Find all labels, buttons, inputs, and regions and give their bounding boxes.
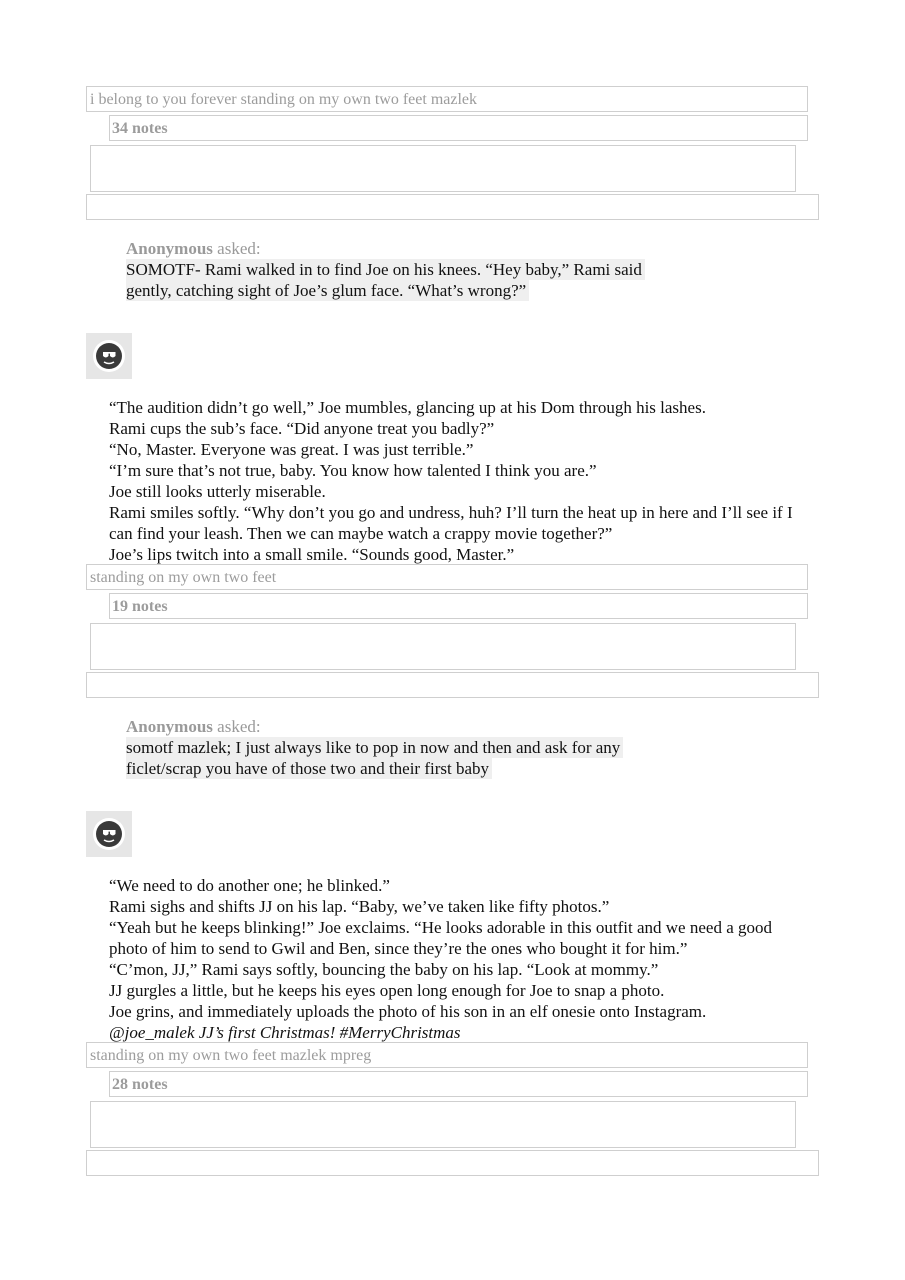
answer-text [109,875,799,1043]
ask-line: SOMOTF- Rami walked in to find Joe on his knees. “Hey baby,” Rami said [126,259,645,280]
ask-line: ficlet/scrap you have of those two and their first baby [126,758,492,779]
ask-line: gently, catching sight of Joe’s glum face. “What’s wrong?” [126,280,529,301]
asker-name[interactable]: Anonymous [126,239,213,258]
reblog-area [90,623,796,670]
answer-line: Joe’s lips twitch into a small smile. “Sounds good, Master.” [109,545,515,564]
answer-text [109,397,799,565]
notes-count[interactable]: 28 notes [109,1071,808,1097]
ask-box [126,238,645,301]
asker-name[interactable]: Anonymous [126,717,213,736]
post-tags[interactable]: standing on my own two feet [86,564,808,590]
answer-line: Rami cups the sub’s face. “Did anyone treat you badly?” [109,419,495,438]
answer-line: “I’m sure that’s not true, baby. You know how talented I think you are.” [109,461,597,480]
sunglasses-face-icon [90,815,128,853]
ask-box [126,716,623,779]
answer-line: “Yeah but he keeps blinking!” Joe exclaims. “He looks adorable in this outfit and we need a good photo of him to send to Gwil and Ben, since they’re the ones who bought it for him.” [109,918,772,958]
ask-header [126,716,623,737]
answer-line: Joe still looks utterly miserable. [109,482,326,501]
avatar[interactable] [86,333,132,379]
answer-line: “The audition didn’t go well,” Joe mumbles, glancing up at his Dom through his lashes. [109,398,706,417]
answer-line: “No, Master. Everyone was great. I was just terrible.” [109,440,474,459]
asked-label: asked: [217,717,261,736]
reblog-area [90,145,796,192]
ask-line: somotf mazlek; I just always like to pop in now and then and ask for any [126,737,623,758]
answer-line: Rami sighs and shifts JJ on his lap. “Baby, we’ve taken like fifty photos.” [109,897,610,916]
reblog-area [90,1101,796,1148]
answer-line: Joe grins, and immediately uploads the photo of his son in an elf onesie onto Instagram. [109,1002,707,1021]
instagram-caption: @joe_malek JJ’s first Christmas! #MerryChristmas [109,1023,461,1042]
answer-line: JJ gurgles a little, but he keeps his eyes open long enough for Joe to snap a photo. [109,981,665,1000]
post-tags[interactable]: standing on my own two feet mazlek mpreg [86,1042,808,1068]
avatar[interactable] [86,811,132,857]
notes-count[interactable]: 34 notes [109,115,808,141]
sunglasses-face-icon [90,337,128,375]
ask-header [126,238,645,259]
answer-line: “We need to do another one; he blinked.” [109,876,390,895]
post-tags[interactable]: i belong to you forever standing on my own two feet mazlek [86,86,808,112]
post-divider [86,194,819,220]
post-divider [86,672,819,698]
answer-line: “C’mon, JJ,” Rami says softly, bouncing the baby on his lap. “Look at mommy.” [109,960,659,979]
asked-label: asked: [217,239,261,258]
answer-line: Rami smiles softly. “Why don’t you go and undress, huh? I’ll turn the heat up in here and I’ll see if I can find your leash. Then we can maybe watch a crappy movie together?” [109,503,793,543]
notes-count[interactable]: 19 notes [109,593,808,619]
post-divider [86,1150,819,1176]
